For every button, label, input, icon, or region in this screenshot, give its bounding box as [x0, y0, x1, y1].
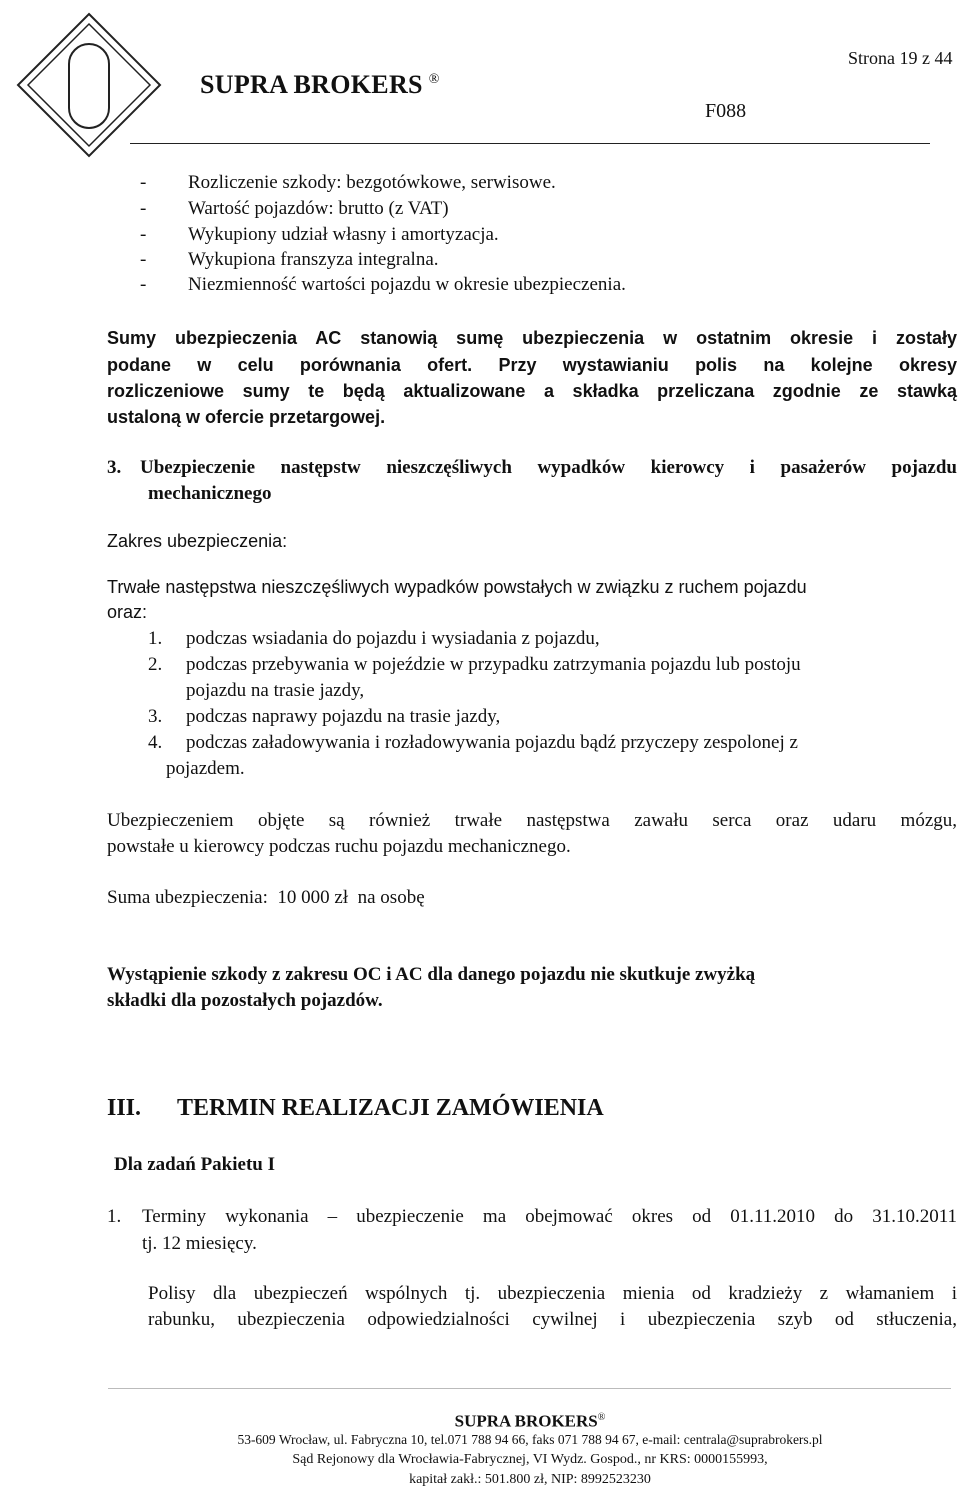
list-item: - Niezmienność wartości pojazdu w okresie ubezpieczenia. [140, 274, 626, 295]
footer-court: Sąd Rejonowy dla Wrocławia-Fabrycznej, VI Wydz. Gospod., nr KRS: 0000155993, [292, 1452, 768, 1467]
list-item: - Wartość pojazdów: brutto (z VAT) [140, 198, 449, 219]
scope-label: Zakres ubezpieczenia: [107, 531, 288, 551]
section-title: Ubezpieczenie następstw nieszczęśliwych wypadków kierowcy i pasażerów pojazdu [140, 457, 957, 478]
scope-line: oraz: [107, 602, 148, 622]
list-item: - Wykupiony udział własny i amortyzacja. [140, 224, 499, 245]
footer-divider [108, 1388, 951, 1389]
ac-paragraph-line: Sumy ubezpieczenia AC stanowią sumę ubezpieczenia w ostatnim okresie i zostały [107, 328, 957, 348]
term-line: Terminy wykonania – ubezpieczenie ma obejmować okres od 01.11.2010 do 31.10.2011 [142, 1206, 957, 1227]
ac-paragraph-line: ustaloną w ofercie przetargowej. [107, 407, 386, 427]
policies-line: rabunku, ubezpieczenia odpowiedzialności cywilnej i ubezpieczenia szyb od stłuczenia, [148, 1309, 957, 1330]
list-item-cont: pojazdem. [166, 758, 245, 779]
footer-brand: SUPRA BROKERS® [454, 1411, 606, 1431]
list-item: - Wykupiona franszyza integralna. [140, 249, 439, 270]
list-item: 4. podczas załadowywania i rozładowywania pojazdu bądź przyczepy zespolonej z [148, 732, 798, 753]
list-item: 1. podczas wsiadania do pojazdu i wysiadania z pojazdu, [148, 628, 600, 649]
notice-line: Wystąpienie szkody z zakresu OC i AC dla danego pojazdu nie skutkuje zwyżką [107, 964, 756, 985]
sum-insured: Suma ubezpieczenia: 10 000 zł na osobę [107, 887, 425, 908]
footer-address: 53-609 Wrocław, ul. Fabryczna 10, tel.071 788 94 66, faks 071 788 94 67, e-mail: centrala@suprabrokers.pl [237, 1432, 823, 1447]
page-number: Strona 19 z 44 [848, 48, 953, 68]
term-number: 1. [107, 1206, 122, 1227]
section-title-cont: mechanicznego [148, 483, 272, 504]
footer-capital: kapitał zakł.: 501.800 zł, NIP: 8992523230 [409, 1472, 651, 1487]
notice-line: składki dla pozostałych pojazdów. [107, 990, 383, 1011]
header-brand: SUPRA BROKERS ® [200, 70, 440, 99]
term-line: tj. 12 miesięcy. [142, 1233, 257, 1254]
header-divider [130, 143, 930, 144]
form-code: F088 [705, 100, 747, 122]
extra-coverage-line: powstałe u kierowcy podczas ruchu pojazdu mechanicznego. [107, 836, 571, 857]
list-item-cont: pojazdu na trasie jazdy, [186, 680, 365, 701]
extra-coverage-line: Ubezpieczeniem objęte są również trwałe następstwa zawału serca oraz udaru mózgu, [107, 810, 957, 831]
section-number: 3. [107, 457, 122, 478]
section-subtitle: Dla zadań Pakietu I [114, 1154, 275, 1175]
section-heading: III. TERMIN REALIZACJI ZAMÓWIENIA [107, 1095, 604, 1121]
ac-paragraph-line: podane w celu porównania ofert. Przy wystawianiu polis na kolejne okresy [107, 355, 957, 375]
list-item: 2. podczas przebywania w pojeździe w przypadku zatrzymania pojazdu lub postoju [148, 654, 801, 675]
ac-paragraph-line: rozliczeniowe sumy te będą aktualizowane a składka przeliczana zgodnie ze stawką [107, 381, 957, 401]
policies-line: Polisy dla ubezpieczeń wspólnych tj. ubezpieczenia mienia od kradzieży z włamaniem i [148, 1283, 957, 1304]
list-item: - Rozliczenie szkody: bezgotówkowe, serwisowe. [140, 172, 556, 193]
registered-mark-icon: ® [428, 72, 440, 88]
registered-mark-icon: ® [597, 1412, 606, 1423]
scope-line: Trwałe następstwa nieszczęśliwych wypadków powstałych w związku z ruchem pojazdu [107, 577, 807, 597]
list-item: 3. podczas naprawy pojazdu na trasie jazdy, [148, 706, 501, 727]
company-logo [14, 10, 164, 160]
